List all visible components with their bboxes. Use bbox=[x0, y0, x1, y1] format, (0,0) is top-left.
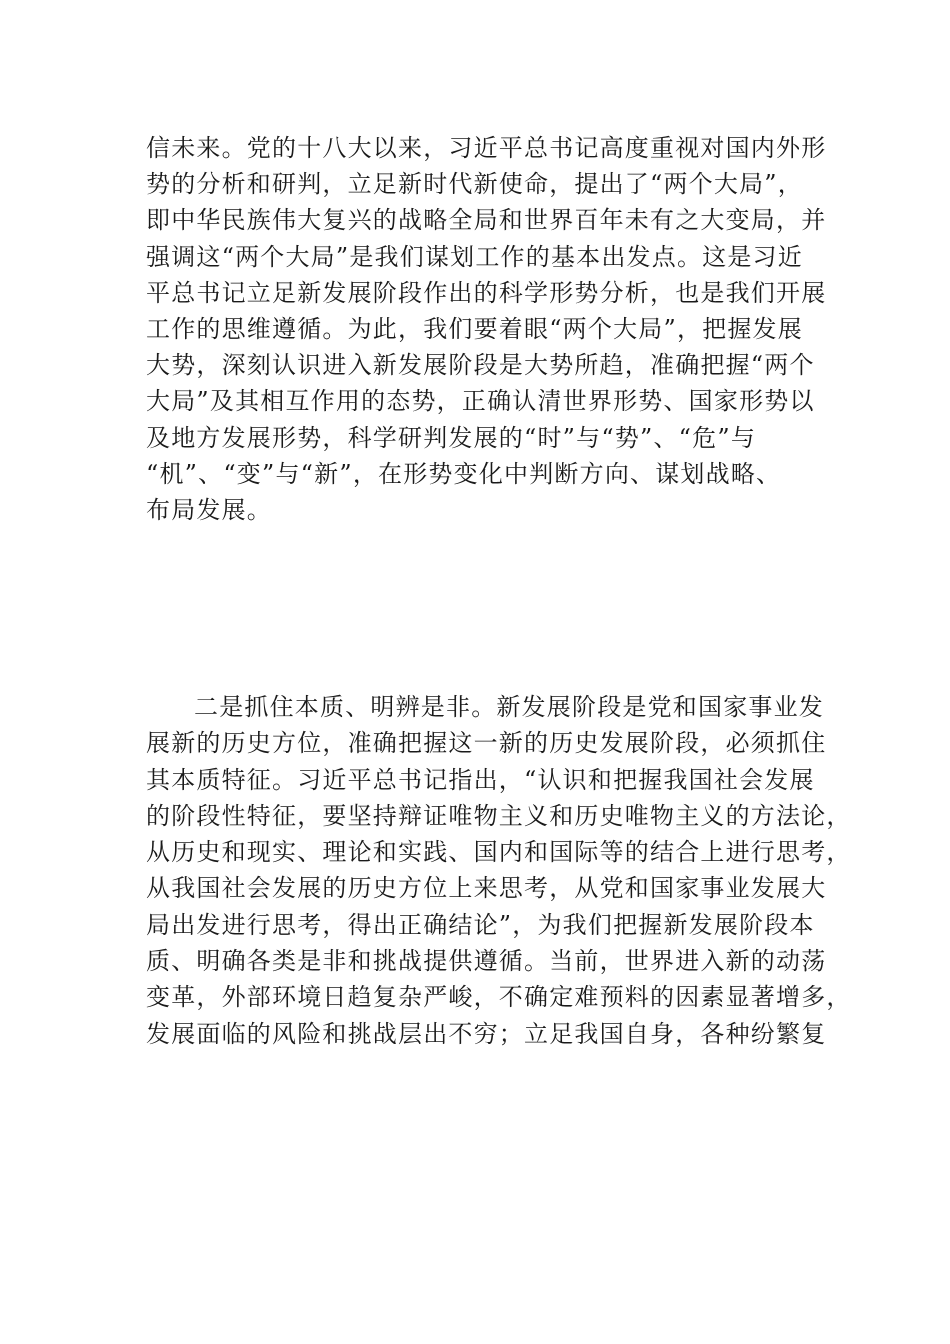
text-line: 质、明确各类是非和挑战提供遵循。当前，世界进入新的动荡 bbox=[146, 947, 827, 976]
text-line: 即中华民族伟大复兴的战略全局和世界百年未有之大变局，并 bbox=[146, 206, 827, 235]
text-line: 大局”及其相互作用的态势，正确认清世界形势、国家形势以 bbox=[146, 387, 815, 416]
text-line: 二是抓住本质、明辨是非。新发展阶段是党和国家事业发 bbox=[194, 693, 824, 721]
text-line: 信未来。党的十八大以来，习近平总书记高度重视对国内外形 bbox=[146, 134, 827, 162]
paragraph-continued bbox=[146, 130, 827, 528]
text-line: 平总书记立足新发展阶段作出的科学形势分析，也是我们开展 bbox=[146, 278, 827, 307]
text-line: 从我国社会发展的历史方位上来思考，从党和国家事业发展大 bbox=[146, 874, 827, 903]
text-line: 工作的思维遵循。为此，我们要着眼“两个大局”，把握发展 bbox=[146, 314, 803, 343]
text-line: 强调这“两个大局”是我们谋划工作的基本出发点。这是习近 bbox=[146, 242, 803, 271]
paragraph-two bbox=[146, 689, 852, 1052]
text-line: 及地方发展形势，科学研判发展的“时”与“势”、“危”与 bbox=[146, 423, 757, 452]
text-line: 局出发进行思考，得出正确结论”，为我们把握新发展阶段本 bbox=[146, 910, 815, 939]
text-line: 的阶段性特征，要坚持辩证唯物主义和历史唯物主义的方法论， bbox=[146, 801, 852, 830]
text-line: “机”、“变”与“新”，在形势变化中判断方向、谋划战略、 bbox=[146, 459, 782, 488]
text-line: 势的分析和研判，立足新时代新使命，提出了“两个大局”， bbox=[146, 170, 803, 199]
text-line: 从历史和现实、理论和实践、国内和国际等的结合上进行思考， bbox=[146, 838, 852, 867]
text-line: 其本质特征。习近平总书记指出，“认识和把握我国社会发展 bbox=[146, 765, 815, 794]
text-line: 变革，外部环境日趋复杂严峻，不确定难预料的因素显著增多， bbox=[146, 983, 852, 1012]
text-line: 布局发展。 bbox=[146, 495, 272, 524]
text-line: 大势，深刻认识进入新发展阶段是大势所趋，准确把握“两个 bbox=[146, 351, 815, 380]
text-line: 发展面临的风险和挑战层出不穷；立足我国自身，各种纷繁复 bbox=[146, 1019, 827, 1048]
text-line: 展新的历史方位，准确把握这一新的历史发展阶段，必须抓住 bbox=[146, 729, 827, 758]
